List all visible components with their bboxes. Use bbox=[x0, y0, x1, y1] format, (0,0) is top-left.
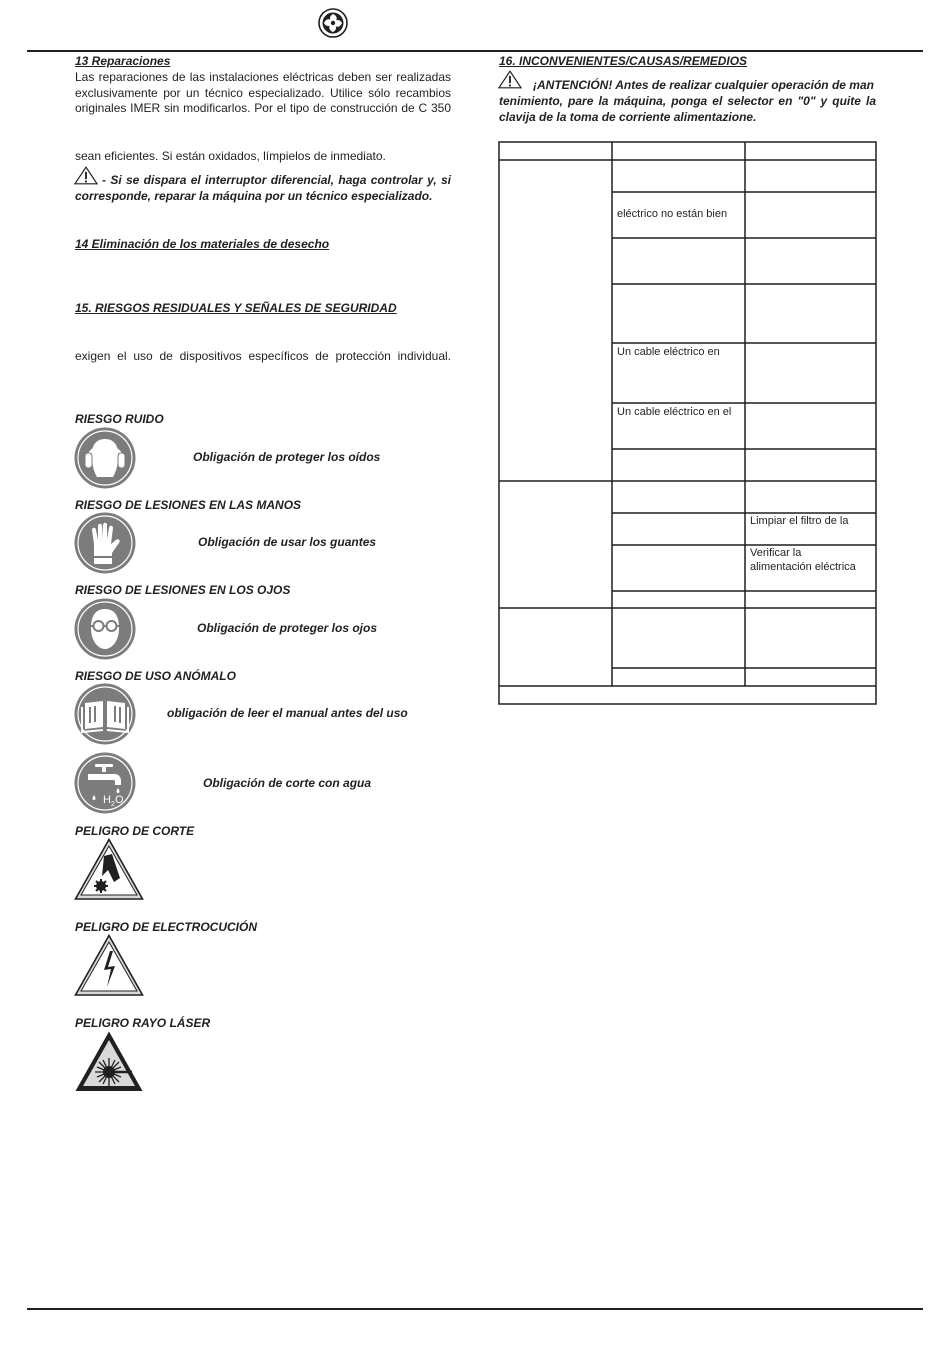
section-13-line: exclusivamente por un técnico especializado. Utilice sólo recambios bbox=[75, 86, 451, 100]
risk-hands-title: RIESGO DE LESIONES EN LAS MANOS bbox=[75, 498, 302, 512]
risk-water-caption: Obligación de corte con agua bbox=[203, 776, 372, 790]
danger-cutting-title: PELIGRO DE CORTE bbox=[75, 824, 195, 838]
section-14-title: 14 Eliminación de los materiales de desecho bbox=[75, 237, 330, 251]
maintenance-warning-line: clavija de la toma de corriente alimentazione. bbox=[499, 110, 757, 124]
risk-noise-title: RIESGO RUIDO bbox=[75, 412, 164, 426]
imer-logo-icon bbox=[318, 8, 348, 38]
warning-icon bbox=[498, 70, 522, 89]
gloves-icon bbox=[74, 512, 136, 574]
warning-icon bbox=[74, 166, 98, 185]
troubleshooting-table bbox=[498, 141, 878, 706]
section-13-line: originales IMER sin modificarlos. Por el tipo de construcción de C 350 bbox=[75, 101, 451, 115]
risk-eyes-caption: Obligación de proteger los ojos bbox=[197, 621, 378, 635]
section-15-line: exigen el uso de dispositivos específicos de protección individual. bbox=[75, 349, 451, 363]
risk-eyes-title: RIESGO DE LESIONES EN LOS OJOS bbox=[75, 583, 291, 597]
svg-text:H: H bbox=[103, 794, 111, 806]
section-15-title: 15. RIESGOS RESIDUALES Y SEÑALES DE SEGURIDAD bbox=[75, 301, 397, 315]
maintenance-warning-line: ¡ANTENCIÓN! Antes de realizar cualquier operación de man bbox=[533, 78, 874, 92]
table-cell-cause: eléctrico no están bien bbox=[617, 208, 728, 220]
header-rule bbox=[27, 50, 923, 52]
maintenance-warning-line: tenimiento, pare la máquina, ponga el selector en "0" y quite la bbox=[499, 94, 876, 108]
differential-warning-line: - Si se dispara el interruptor diferencial, haga controlar y, si bbox=[102, 173, 451, 187]
table-cell-cause: Un cable eléctrico en el bbox=[617, 406, 732, 418]
risk-misuse-title: RIESGO DE USO ANÓMALO bbox=[75, 669, 236, 683]
ear-protection-icon bbox=[74, 427, 136, 489]
table-cell-cause: Un cable eléctrico en bbox=[617, 346, 720, 358]
danger-laser-title: PELIGRO RAYO LÁSER bbox=[75, 1016, 211, 1030]
risk-noise-caption: Obligación de proteger los oídos bbox=[193, 450, 381, 464]
section-16-title: 16. INCONVENIENTES/CAUSAS/REMEDIOS bbox=[499, 54, 748, 68]
risk-misuse-caption: obligación de leer el manual antes del uso bbox=[167, 706, 408, 720]
read-manual-icon bbox=[74, 683, 136, 745]
svg-text:2: 2 bbox=[111, 801, 115, 808]
danger-electric-title: PELIGRO DE ELECTROCUCIÓN bbox=[75, 920, 258, 934]
water-tap-icon bbox=[74, 752, 136, 814]
differential-warning-line: corresponde, reparar la máquina por un técnico especializado. bbox=[75, 189, 433, 203]
table-cell-remedy: Limpiar el filtro de la bbox=[750, 515, 849, 527]
footer-rule bbox=[27, 1308, 923, 1310]
section-13-line: Las reparaciones de las instalaciones eléctricas deben ser realizadas bbox=[75, 70, 451, 84]
section-13-line: sean eficientes. Si están oxidados, límpielos de inmediato. bbox=[75, 149, 386, 163]
cutting-hazard-icon bbox=[74, 838, 144, 900]
section-13-title: 13 Reparaciones bbox=[75, 54, 171, 68]
eye-protection-icon bbox=[74, 598, 136, 660]
laser-hazard-icon bbox=[74, 1030, 144, 1092]
table-cell-remedy: alimentación eléctrica bbox=[750, 561, 856, 573]
risk-hands-caption: Obligación de usar los guantes bbox=[198, 535, 377, 549]
svg-text:O: O bbox=[115, 794, 124, 806]
table-cell-remedy: Verificar la bbox=[750, 547, 802, 559]
electric-hazard-icon bbox=[74, 934, 144, 996]
